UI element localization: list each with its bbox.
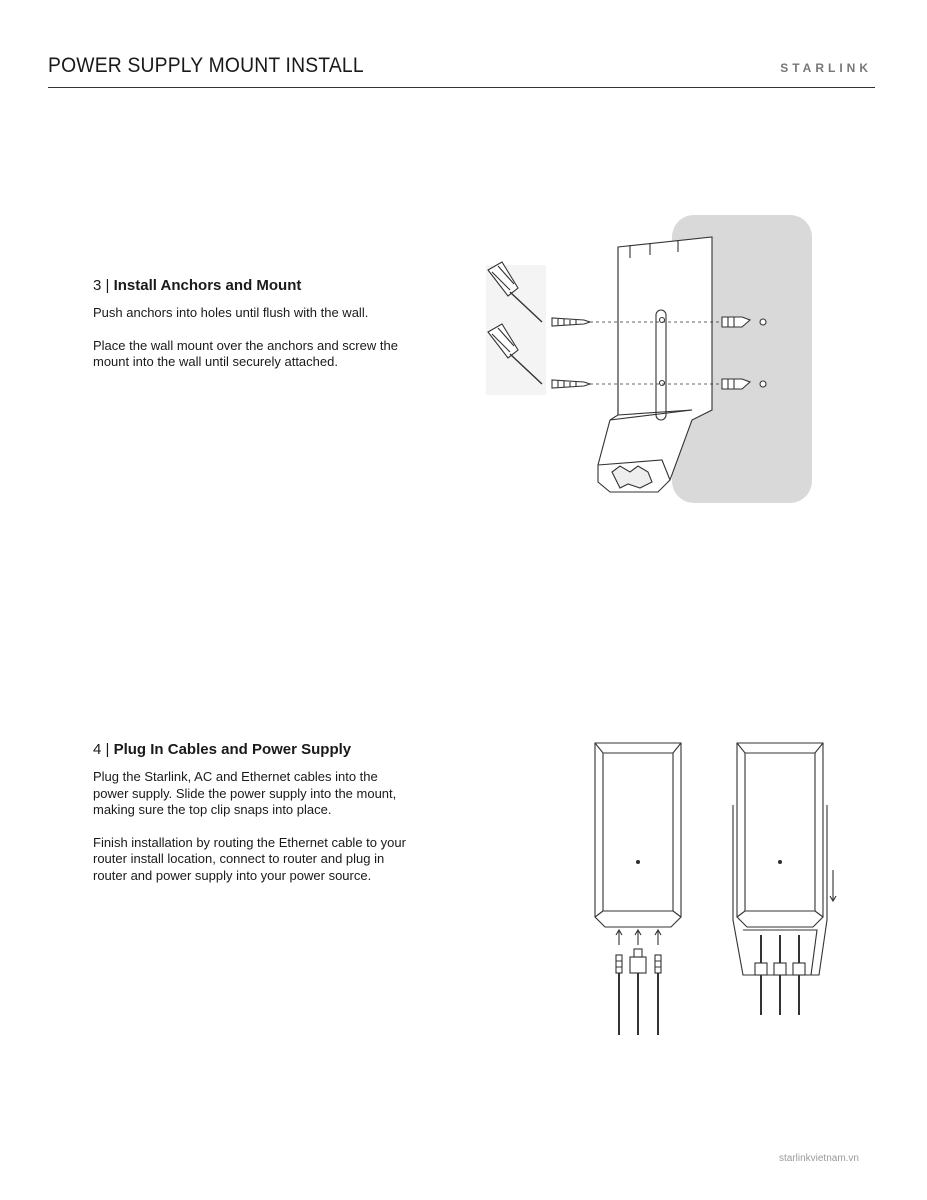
screwdriver-icon [486,262,546,395]
slide-down-arrow-icon [830,870,836,901]
power-supply-illustration [585,735,845,1045]
insert-arrows-icon [616,930,661,945]
step-4-title: Plug In Cables and Power Supply [113,741,352,758]
header-divider [48,87,875,88]
step-4-heading [93,741,413,758]
page-title: POWER SUPPLY MOUNT INSTALL [48,54,364,77]
step-3-separator: | [105,277,110,294]
step-3-section [93,277,413,387]
step-4-section [93,741,413,900]
footer-website: starlinkvietnam.vn [778,1153,859,1164]
step-3-paragraph-2: Place the wall mount over the anchors and screw the mount into the wall until securely attached. [93,337,398,369]
step-3-title: Install Anchors and Mount [113,277,302,294]
step-3-paragraph-1: Push anchors into holes until flush with the wall. [93,305,369,320]
brand-logo: STARLINK [780,61,872,75]
power-supply-in-mount [733,743,827,1015]
screws [552,318,590,388]
cable-connectors [616,949,661,1035]
step-4-paragraph-1: Plug the Starlink, AC and Ethernet cables into the power supply. Slide the power supply into the mount, making sure the top clip snaps into place. [93,769,397,817]
step-4-separator: | [105,741,110,758]
power-supply-unit [595,743,681,927]
step-3-number: 3 [93,277,102,294]
step-4-number: 4 [93,741,102,758]
step-4-paragraph-2: Finish installation by routing the Ethernet cable to your router install location, connect to router and plug in router and power supply into your power source. [93,834,406,883]
mount-install-illustration [480,210,820,510]
step-3-heading [93,277,413,294]
